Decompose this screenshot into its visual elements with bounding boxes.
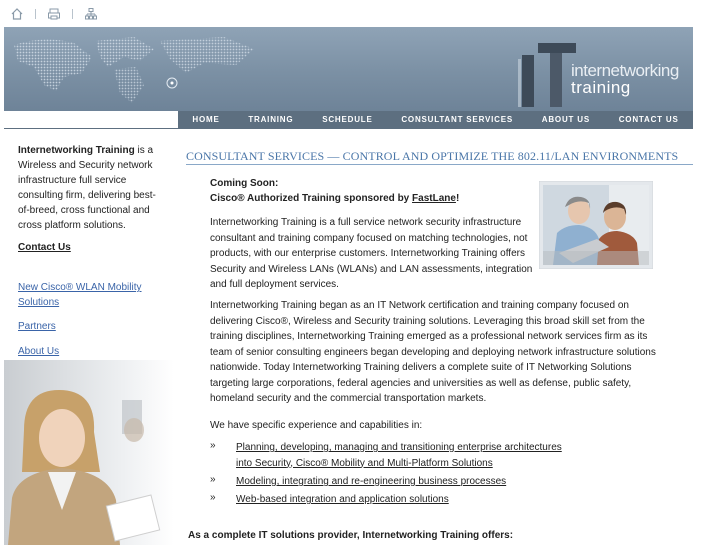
nav-schedule[interactable]: SCHEDULE <box>322 115 373 124</box>
title-rule <box>186 164 693 165</box>
capability-link-line-2: into Security, Cisco® Mobility and Multi-Platform Solutions <box>236 457 493 469</box>
home-icon[interactable] <box>10 7 24 21</box>
coming-soon-label: Coming Soon: <box>210 178 279 189</box>
bullet-glyph: » <box>210 474 216 485</box>
divider <box>35 9 36 19</box>
fastlane-link[interactable]: FastLane <box>412 193 456 204</box>
sidebar-intro <box>18 143 164 233</box>
sidebar-intro-text: is a Wireless and Security network infrastructure full service consulting firm, delivering best-of-breed, cross functional and cross platform solutions. <box>18 145 156 231</box>
main-nav <box>178 111 693 128</box>
sidebar-link-about[interactable]: About Us <box>18 346 60 357</box>
sidebar-intro-bold: Internetworking Training <box>18 145 135 156</box>
sitemap-icon[interactable] <box>84 7 98 21</box>
cisco-sponsor-line <box>210 193 459 204</box>
capability-link-line-1: Planning, developing, managing and transitioning enterprise architectures <box>236 442 562 453</box>
it-logo <box>516 39 576 109</box>
cisco-sponsor-text: Cisco® Authorized Training sponsored by <box>210 193 413 204</box>
header-banner <box>4 27 693 111</box>
page-title: CONSULTANT SERVICES — CONTROL AND OPTIMIZE THE 802.11/LAN ENVIRONMENTS <box>186 149 679 163</box>
nav-home[interactable]: HOME <box>192 115 220 124</box>
consultants-photo <box>539 181 653 269</box>
nav-underline <box>4 128 693 129</box>
sidebar-link-partners[interactable]: Partners <box>18 321 56 332</box>
offers-heading: As a complete IT solutions provider, Internetworking Training offers: <box>188 530 514 541</box>
nav-about-us[interactable]: ABOUT US <box>541 115 590 124</box>
brand-line-1: internetworking <box>571 61 679 80</box>
businesswoman-photo <box>4 360 174 545</box>
nav-wedge <box>4 111 194 128</box>
cisco-sponsor-suffix: ! <box>455 193 460 204</box>
world-map-graphic <box>4 27 324 111</box>
history-paragraph: Internetworking Training began as an IT Network certification and training company focused on delivering Cisco®, Wireless and Security training solutions. Leveraging this broad skill set from the training disciplines, Internetworking Training emerged as a professional network services firm as its team of senior consulting engineers began developing and deploying network infrastructure solutions nationwide. Today Internetworking Training delivers a complete suite of IT Networking Solutions targeting large corporations, federal agencies and universities as well as defense, public safety, homeland security and the commercial transportation markets. <box>210 300 656 404</box>
contact-us-link[interactable]: Contact Us <box>18 242 71 253</box>
sidebar-link-wlan[interactable]: New Cisco® WLAN Mobility Solutions <box>18 282 142 308</box>
capability-link-modeling[interactable]: Modeling, integrating and re-engineering business processes <box>236 476 507 487</box>
utility-bar <box>10 6 98 22</box>
bullet-glyph: » <box>210 440 216 451</box>
capability-link-architectures[interactable] <box>236 440 562 471</box>
divider <box>72 9 73 19</box>
bullet-glyph: » <box>210 492 216 503</box>
capability-link-web-integration[interactable]: Web-based integration and application solutions <box>236 494 449 505</box>
nav-consultant-services[interactable]: CONSULTANT SERVICES <box>401 115 514 124</box>
nav-contact-us[interactable]: CONTACT US <box>618 115 679 124</box>
brand-line-2: training <box>571 78 631 97</box>
print-icon[interactable] <box>47 7 61 21</box>
nav-training[interactable]: TRAINING <box>248 115 294 124</box>
intro-paragraph: Internetworking Training is a full service network security infrastructure consultant and training company focused on matching technologies, not products, with our enterprise customers. Internetworking Training offers Security and Wireless LANs (WLANs) and LAN assessments, integration and full deployment services. <box>210 217 533 290</box>
capabilities-intro: We have specific experience and capabilities in: <box>210 420 423 431</box>
